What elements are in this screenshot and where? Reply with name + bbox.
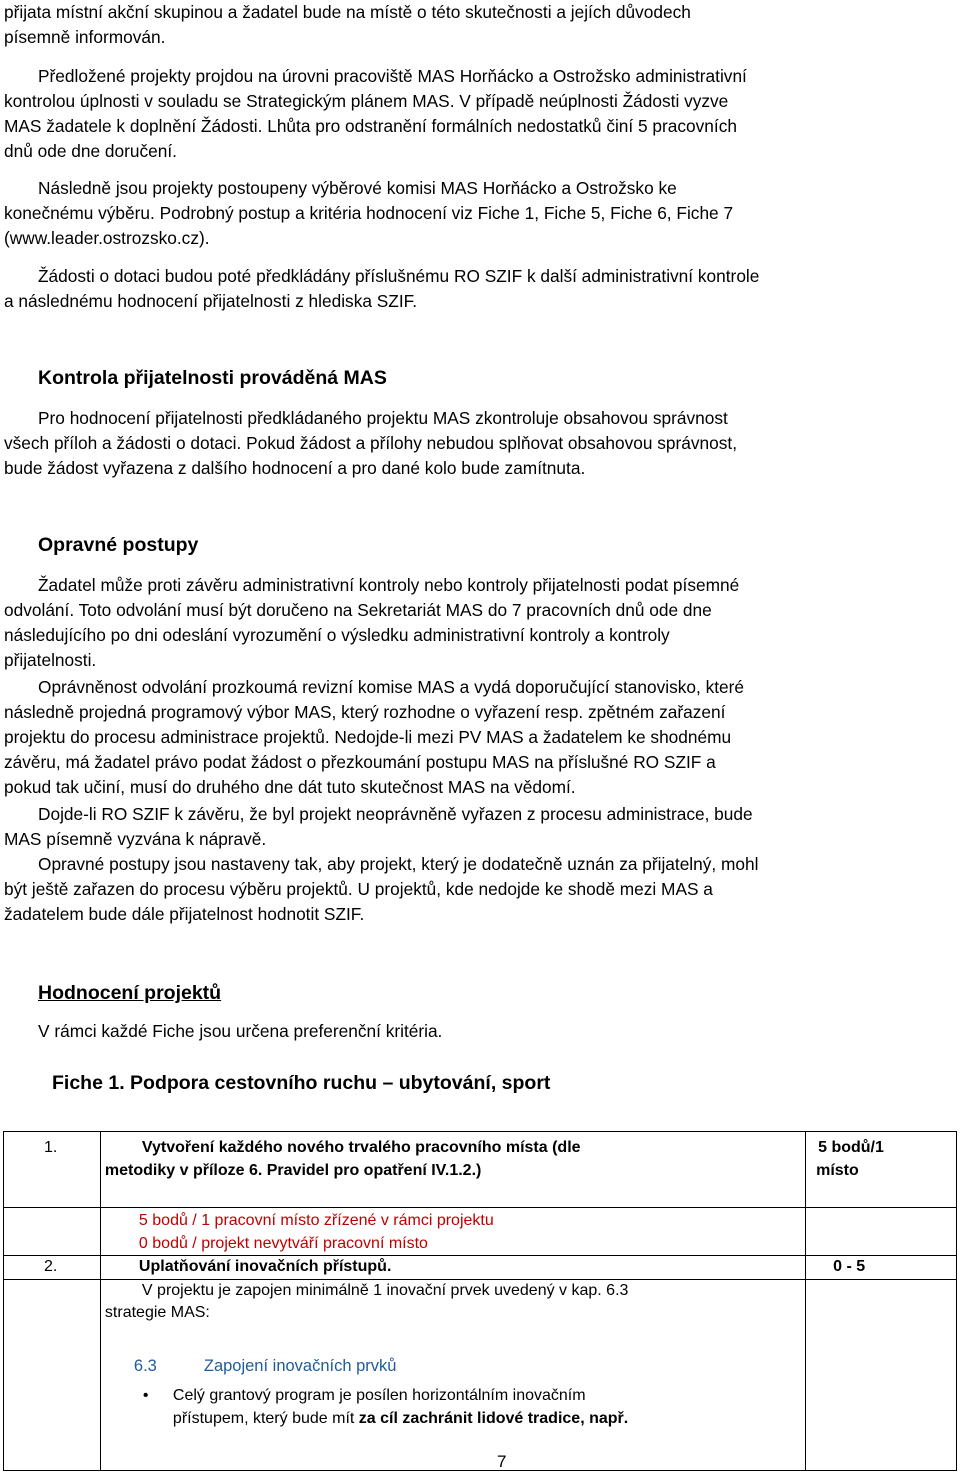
table-row xyxy=(4,1132,957,1208)
paragraph-line: přijatelnosti. xyxy=(4,650,97,670)
paragraph-line: a následnému hodnocení přijatelnosti z hlediska SZIF. xyxy=(4,291,418,311)
section-heading-hodnoceni: Hodnocení projektů xyxy=(38,982,222,1004)
criterion-points: 5 bodů/1 místo xyxy=(806,1132,957,1208)
paragraph-line: následně projedná programový výbor MAS, který rozhodne o vyřazení resp. zpětném zařazení xyxy=(4,702,726,722)
paragraph-line: kontrolou úplnosti v souladu se Strategickým plánem MAS. V případě neúplnosti Žádosti vyzve xyxy=(4,91,729,111)
paragraph-line: (www.leader.ostrozsko.cz). xyxy=(4,228,210,248)
criteria-table xyxy=(3,1131,957,1471)
paragraph-line: konečnému výběru. Podrobný postup a kritéria hodnocení viz Fiche 1, Fiche 5, Fiche 6, Fiche 7 xyxy=(4,203,734,223)
criterion-number: 2. xyxy=(4,1256,101,1280)
criterion-number: 1. xyxy=(4,1132,101,1208)
innovation-list xyxy=(105,1385,805,1430)
paragraph-line: pokud tak učiní, musí do druhého dne dát tuto skutečnost MAS na vědomí. xyxy=(4,777,576,797)
intro-line-2: písemně informován. xyxy=(4,27,166,47)
paragraph-line: být ještě zařazen do procesu výběru projektů. U projektů, kde nedojde ke shodě mezi MAS a xyxy=(4,879,713,899)
list-item: • Celý grantový program je posílen horizontálním inovačním přístupem, který bude mít za cíl zachránit lidové tradice, např. xyxy=(139,1385,805,1430)
paragraph-line: dnů ode dne doručení. xyxy=(4,141,177,161)
paragraph-line: MAS písemně vyzvána k nápravě. xyxy=(4,829,267,849)
subsection-heading: 6.3 Zapojení inovačních prvků xyxy=(133,1356,397,1375)
table-row xyxy=(4,1279,957,1471)
paragraph-line: projektu do procesu administrace projektů. Nedojde-li mezi PV MAS a žadatelem ke shodnému xyxy=(4,727,732,747)
paragraph-line: Následně jsou projekty postoupeny výběrové komisi MAS Horňácko a Ostrožsko ke xyxy=(38,178,677,198)
section-heading-kontrola: Kontrola přijatelnosti prováděná MAS xyxy=(38,367,387,389)
paragraph-line: následujícího po dni odeslání vyrozumění o výsledku administrativní kontroly a kontroly xyxy=(4,625,670,645)
paragraph-line: Předložené projekty projdou na úrovni pracoviště MAS Horňácko a Ostrožsko administrativní xyxy=(38,66,747,86)
paragraph-line: Oprávněnost odvolání prozkoumá revizní komise MAS a vydá doporučující stanovisko, které xyxy=(38,677,744,697)
paragraph-line: V rámci každé Fiche jsou určena preferenční kritéria. xyxy=(38,1021,443,1041)
paragraph-line: Pro hodnocení přijatelnosti předkládaného projektu MAS zkontroluje obsahovou správnost xyxy=(38,408,728,428)
criterion-description: V projektu je zapojen minimálně 1 inovační prvek uvedený v kap. 6.3 strategie MAS: 6.3 Zapojení inovačních prvků • Celý grantový program je posílen horizontálním inovačním přístupem, který bude mít za cíl zachránit lidové tradice, např. xyxy=(100,1279,805,1471)
paragraph-line: Opravné postupy jsou nastaveny tak, aby projekt, který je dodatečně uznán za přijatelný, mohl xyxy=(38,854,759,874)
table-row xyxy=(4,1256,957,1280)
paragraph-line: Žádosti o dotaci budou poté předkládány příslušnému RO SZIF k další administrativní kontrole xyxy=(38,266,760,286)
paragraph-line: Dojde-li RO SZIF k závěru, že byl projekt neoprávněně vyřazen z procesu administrace, bude xyxy=(38,804,753,824)
paragraph-line: závěru, má žadatel právo podat žádost o přezkoumání postupu MAS na příslušné RO SZIF a xyxy=(4,752,716,772)
paragraph-line: MAS žadatele k doplnění Žádosti. Lhůta pro odstranění formálních nedostatků činí 5 pracovních xyxy=(4,116,737,136)
section-heading-opravne: Opravné postupy xyxy=(38,534,199,556)
intro-line-1: přijata místní akční skupinou a žadatel bude na místě o této skutečnosti a jejích důvodech xyxy=(4,2,691,22)
criterion-points: 0 - 5 xyxy=(806,1256,957,1280)
paragraph-line: Žadatel může proti závěru administrativní kontroly nebo kontroly přijatelnosti podat písemné xyxy=(38,575,740,595)
criterion-title: Vytvoření každého nového trvalého pracovního místa (dle metodiky v příloze 6. Pravidel pro opatření IV.1.2.) xyxy=(100,1132,805,1208)
paragraph-line: žadatelem bude dále přijatelnost hodnotit SZIF. xyxy=(4,904,365,924)
page-number: 7 xyxy=(497,1452,507,1471)
paragraph-line: odvolání. Toto odvolání musí být doručeno na Sekretariát MAS do 7 pracovních dnů ode dne xyxy=(4,600,712,620)
paragraph-line: všech příloh a žádosti o dotaci. Pokud žádost a přílohy nebudou splňovat obsahovou správnost, xyxy=(4,433,738,453)
paragraph-line: bude žádost vyřazena z dalšího hodnocení a pro dané kolo bude zamítnuta. xyxy=(4,458,586,478)
criterion-title: Uplatňování inovačních přístupů. xyxy=(100,1256,805,1280)
table-row xyxy=(4,1208,957,1256)
criterion-scoring: 5 bodů / 1 pracovní místo zřízené v rámci projektu 0 bodů / projekt nevytváří pracovní místo xyxy=(100,1208,805,1256)
fiche-title: Fiche 1. Podpora cestovního ruchu – ubytování, sport xyxy=(52,1072,551,1094)
